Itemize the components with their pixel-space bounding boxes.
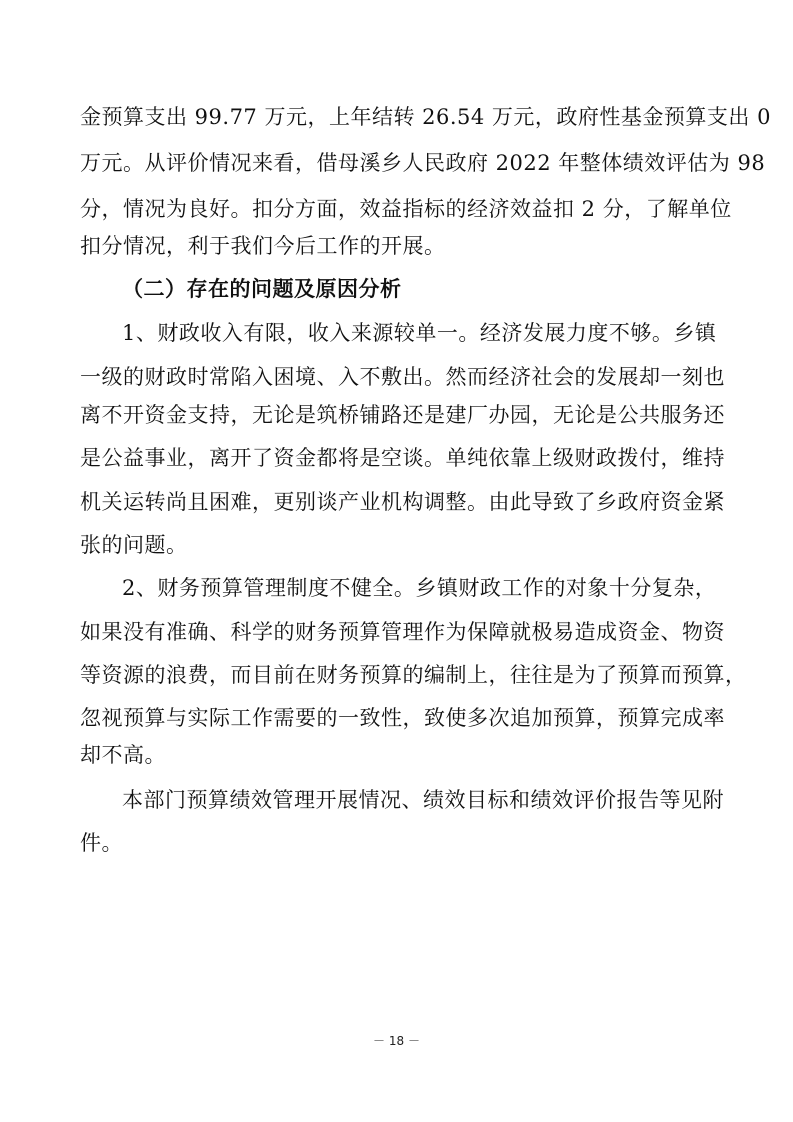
paragraph-line: 1、财政收入有限，收入来源较单一。经济发展力度不够。乡镇 [122,321,717,345]
paragraph-line: 忽视预算与实际工作需要的一致性，致使多次追加预算，预算完成率 [80,706,725,730]
paragraph-line: 一级的财政时常陷入困境、入不敷出。然而经济社会的发展却一刻也 [80,365,725,389]
paragraph-line: 金预算支出 99.77 万元，上年结转 26.54 万元，政府性基金预算支出 0 [80,105,771,129]
paragraph-line: 离不开资金支持，无论是筑桥铺路还是建厂办园，无论是公共服务还 [80,403,725,427]
paragraph-line: 等资源的浪费，而目前在财务预算的编制上，往往是为了预算而预算， [80,663,747,687]
paragraph-line: 扣分情况，利于我们今后工作的开展。 [80,234,446,258]
page-number: － 18 － [373,1034,420,1048]
paragraph-line: 2、财务预算管理制度不健全。乡镇财政工作的对象十分复杂， [122,576,717,600]
section-heading: （二）存在的问题及原因分析 [122,277,402,301]
paragraph-line: 如果没有准确、科学的财务预算管理作为保障就极易造成资金、物资 [80,620,725,644]
paragraph-line: 万元。从评价情况来看，借母溪乡人民政府 2022 年整体绩效评估为 98 [80,151,766,175]
paragraph-line: 分，情况为良好。扣分方面，效益指标的经济效益扣 2 分，了解单位 [80,197,732,221]
paragraph-line: 是公益事业，离开了资金都将是空谈。单纯依靠上级财政拨付，维持 [80,446,725,470]
paragraph-line: 却不高。 [80,743,166,767]
paragraph-line: 机关运转尚且困难，更别谈产业机构调整。由此导致了乡政府资金紧 [80,490,725,514]
paragraph-line: 张的问题。 [80,533,188,557]
paragraph-line: 件。 [80,831,123,855]
paragraph-line: 本部门预算绩效管理开展情况、绩效目标和绩效评价报告等见附 [122,788,724,812]
